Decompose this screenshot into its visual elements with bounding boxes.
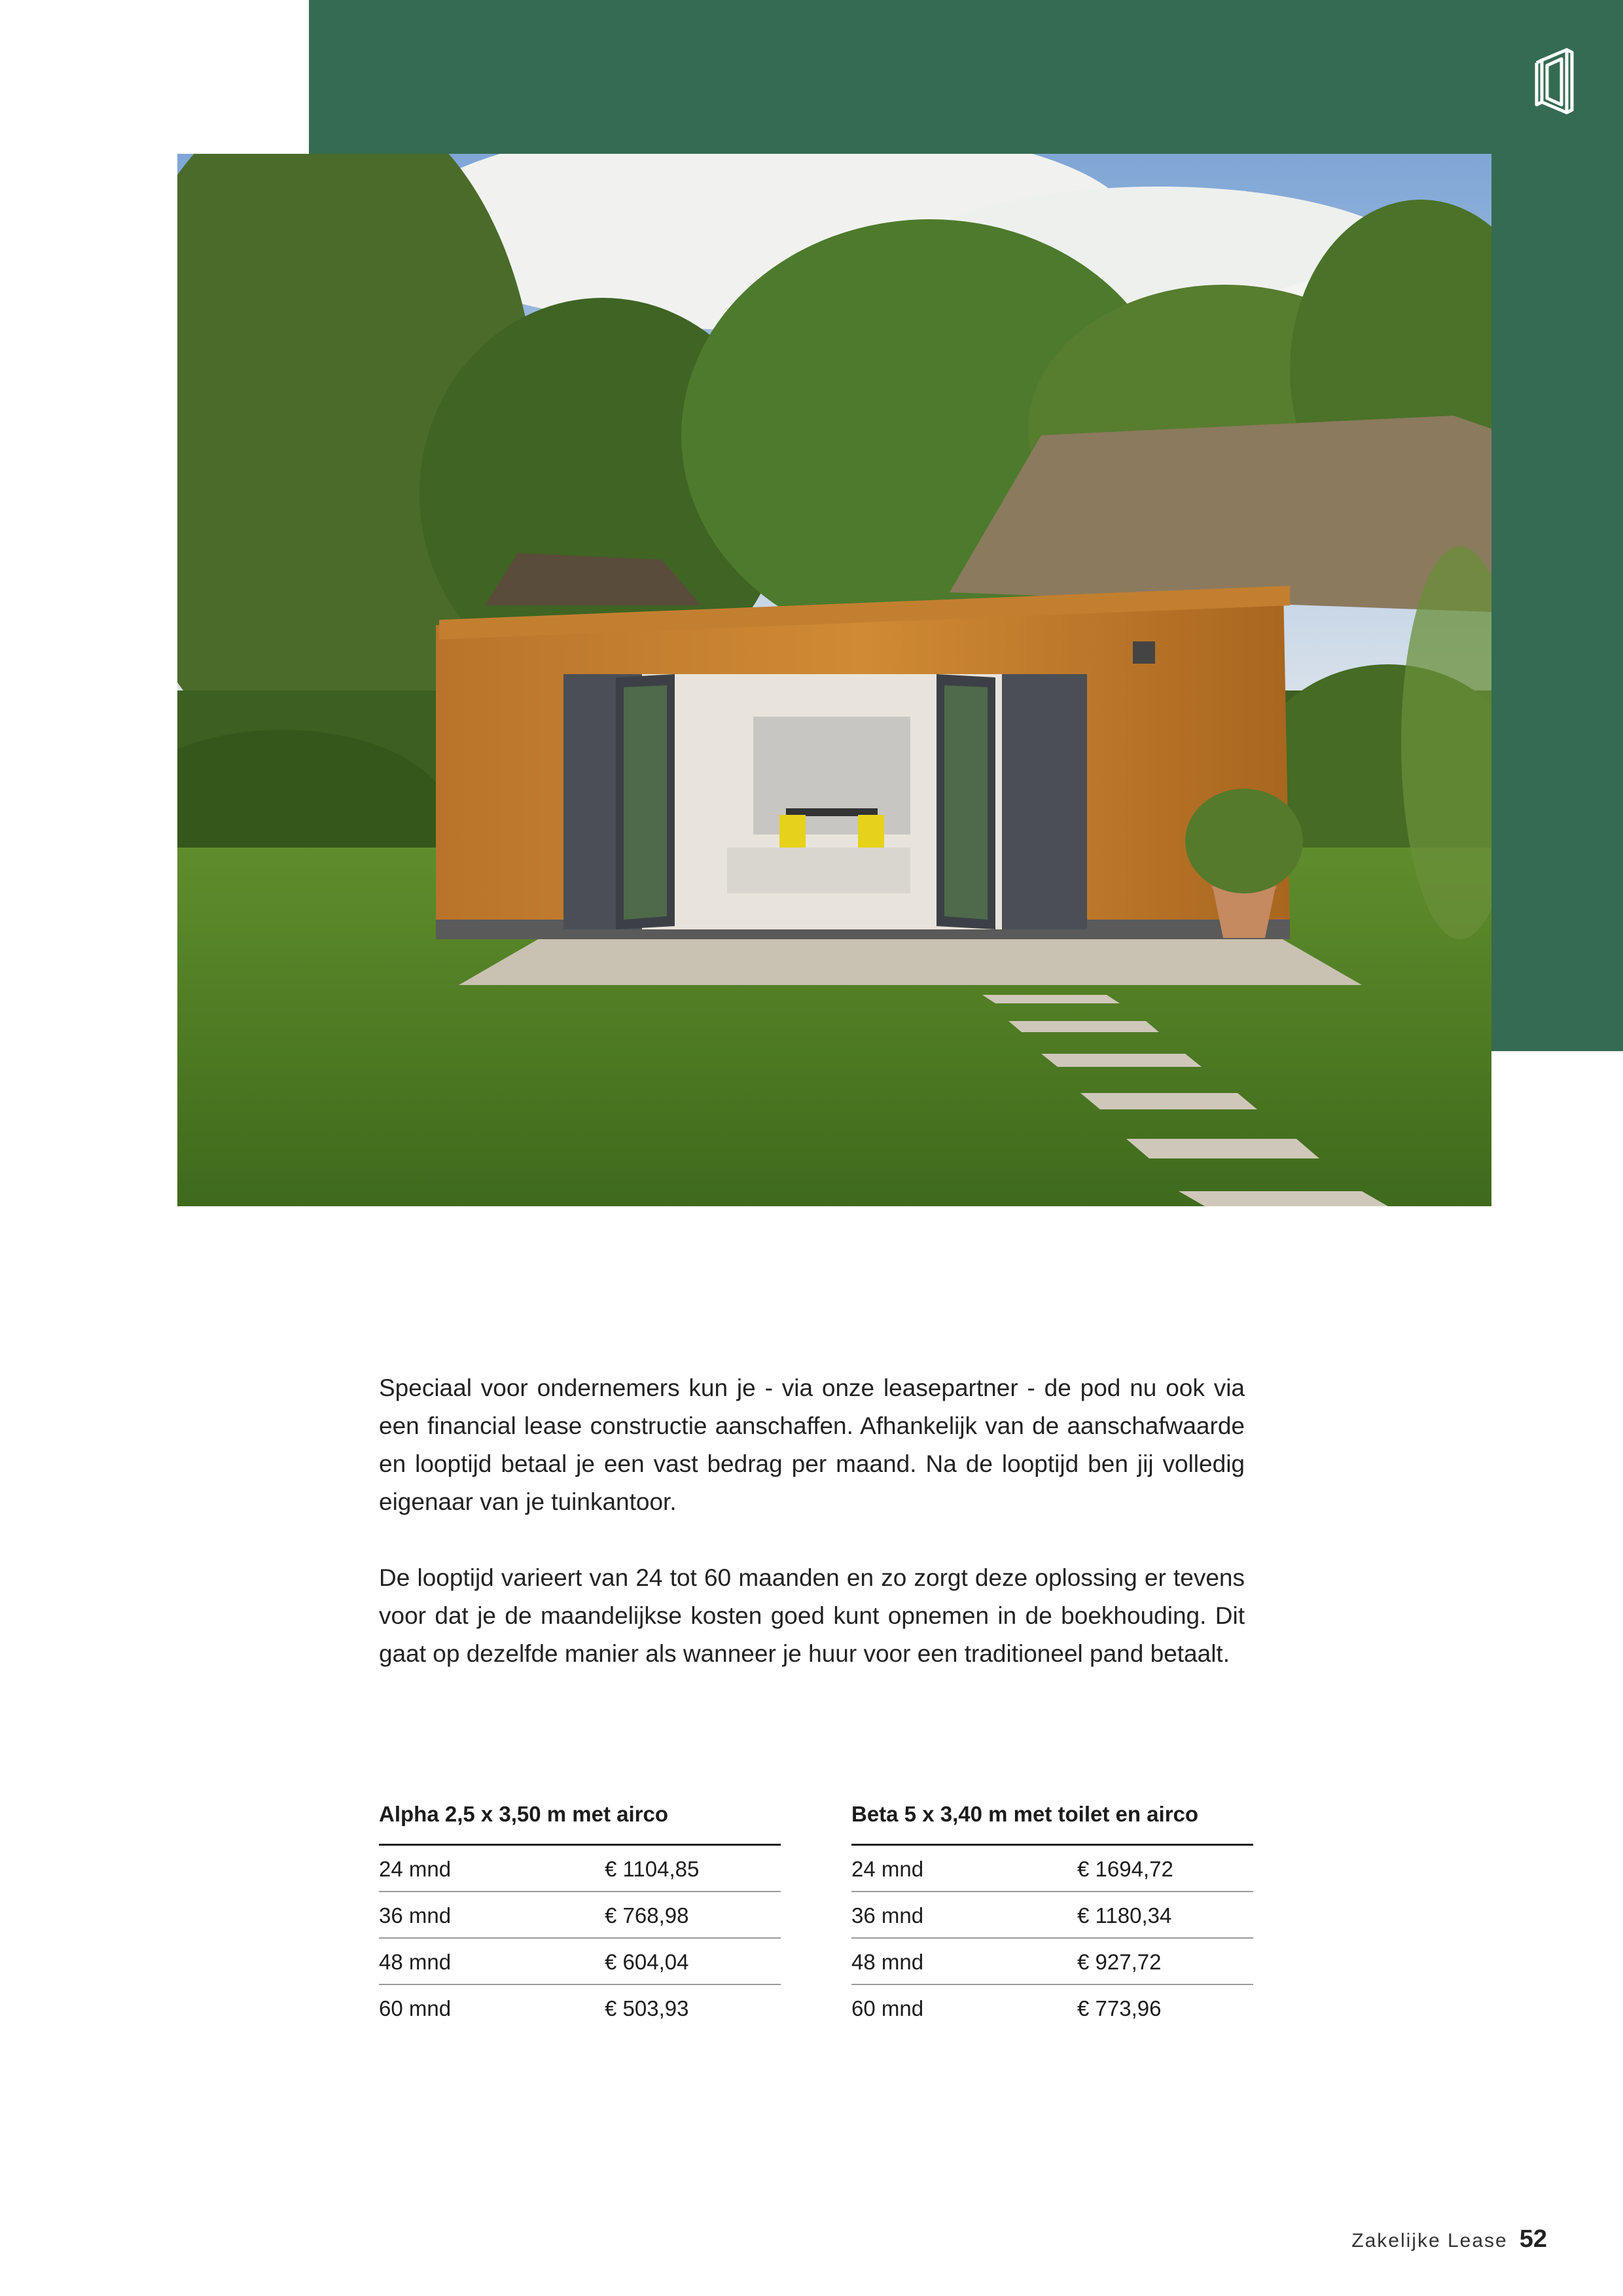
body-paragraph-lease: Speciaal voor ondernemers kun je - via onze leasepartner - de pod nu ook via een financial lease constructie aanschaffen. Afhankelijk van de aanschafwaarde en looptijd betaal je een vast bedrag per maand. Na de looptijd ben jij volledig eigenaar van je tuinkantoor. (379, 1374, 1245, 1515)
table-row (851, 1846, 1253, 1892)
table-row (851, 1892, 1253, 1939)
table-row (851, 1939, 1253, 1985)
table-title: Alpha 2,5 x 3,50 m met airco (379, 1797, 781, 1846)
table-row (379, 1939, 781, 1985)
term-cell: 24 mnd (379, 1857, 452, 1881)
body-paragraph-term: De looptijd varieert van 24 tot 60 maanden en zo zorgt deze oplossing er tevens voor dat je de maandelijkse kosten goed kunt opnemen in de boekhouding. Dit gaat op dezelfde manier als wanneer je huur voor een traditioneel pand betaalt. (379, 1564, 1245, 1667)
price-cell: € 768,98 (605, 1903, 689, 1928)
table-title: Beta 5 x 3,40 m met toilet en airco (851, 1797, 1253, 1846)
price-cell: € 1694,72 (1077, 1857, 1173, 1881)
price-cell: € 927,72 (1077, 1950, 1162, 1974)
door-outline-icon (1533, 46, 1576, 117)
table-row (379, 1846, 781, 1892)
term-cell: 24 mnd (851, 1857, 924, 1881)
table-row (379, 1985, 781, 2032)
term-cell: 60 mnd (851, 1996, 924, 2020)
term-cell: 48 mnd (379, 1950, 452, 1974)
price-cell: € 1180,34 (1077, 1903, 1172, 1928)
price-table-beta (851, 1797, 1253, 2032)
table-row (851, 1985, 1253, 2032)
page-footer (1351, 2225, 1547, 2265)
price-cell: € 503,93 (605, 1996, 689, 2020)
price-cell: € 1104,85 (605, 1857, 700, 1881)
body-text (379, 1369, 1245, 1711)
page-number: 52 (1519, 2225, 1547, 2253)
table-row (379, 1892, 781, 1939)
price-table-alpha (379, 1797, 781, 2032)
garden-office-pod-photo (177, 154, 1491, 1206)
footer-section-label: Zakelijke Lease (1351, 2230, 1508, 2251)
term-cell: 60 mnd (379, 1996, 452, 2020)
term-cell: 36 mnd (379, 1903, 452, 1928)
price-cell: € 604,04 (605, 1950, 689, 1974)
term-cell: 36 mnd (851, 1903, 924, 1928)
price-cell: € 773,96 (1077, 1996, 1162, 2020)
term-cell: 48 mnd (851, 1950, 924, 1974)
